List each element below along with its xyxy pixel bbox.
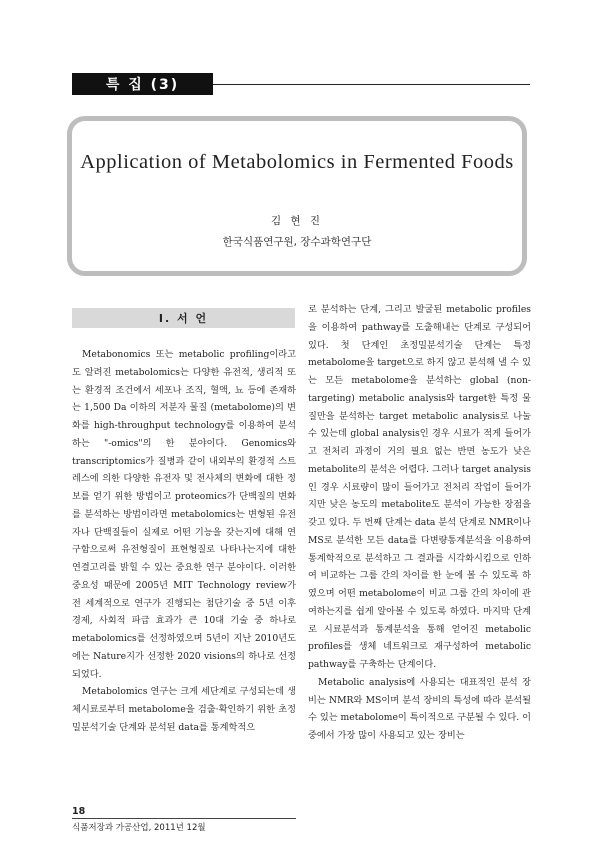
feature-banner: 특 집 (3)	[72, 73, 213, 95]
paragraph: Metabonomics 또는 metabolic profiling이라고도 알려진 metabolomics는 다양한 유전적, 생리적 또는 환경적 조건에서 세포나 조직, 혈액, 뇨 등에 존재하는 1,500 Da 이하의 저분자 물질 (metabolome)의 변화를 high-throughput technology를 이용하여 분석하는 "-omics"의 한 분야이다. Genomics와 transcriptomics가 질병과 같이 내외부의 환경적 스트레스에 의한 다양한 유전자 및 전사체의 변화에 대한 정보를 얻기 위한 방법이고 proteomics가 단백질의 변화를 분석하는 방법이라면 metabolomics는 변형된 유전자나 단백질들이 실제로 어떤 기능을 갖는지에 대해 연구함으로써 유전형질이 표현형질로 나타나는지에 대한 연결고리를 밝힐 수 있는 중요한 연구 분야이다. 이러한 중요성 때문에 2005년 MIT Technology review가 전 세계적으로 연구가 진행되는 첨단기술 중 5년 이후 경제, 사회적 파급 효과가 큰 10대 기술 중 하나로 metabolomics를 선정하였으며 5년이 지난 2010년도에는 Nature지가 선정한 2020 visions의 하나로 선정되었다.	[72, 349, 299, 680]
paragraph: Metabolomics 연구는 크게 세단계로 구성되는데 생체시료로부터 metabolome을 검출·확인하기 위한 초정밀분석기술 단계와 분석된 data를 통계학적으	[72, 686, 296, 733]
section-heading: Ⅰ. 서 언	[72, 308, 295, 328]
left-column	[72, 346, 299, 737]
journal-footer: 식품저장과 가공산업, 2011년 12월	[72, 823, 206, 833]
author-name: 김 현 진	[270, 215, 324, 227]
article-title: Application of Metabolomics in Fermented Foods	[80, 151, 514, 173]
paragraph: 로 분석하는 단계, 그리고 발굴된 metabolic profiles을 이용하여 pathway를 도출해내는 단계로 구성되어 있다. 첫 단계인 초정밀분석기술 단계는 특정 metabolome을 target으로 하지 않고 분석해 낼 수 있는 모든 metabolome을 분석하는 global (non-targeting) metabolic analysis와 target한 특정 물질만을 분석하는 target metabolic analysis로 나눌 수 있는데 global analysis인 경우 시료가 적게 들어가고 전처리 과정이 거의 필요 없는 반면 농도가 낮은 metabolite의 분석은 어렵다. 그러나 target analysis인 경우 시료량이 많이 들어가고 전처리 작업이 들어가지만 낮은 농도의 metabolite도 분석이 가능한 장점을 갖고 있다. 두 번째 단계는 data 분석 단계로 NMR이나 MS로 분석한 모든 data를 다변량통계분석을 이용하여 통계학적으로 분석하고 그 결과를 시각화시킴으로 인하여 비교하는 그룹 간의 차이를 한 눈에 볼 수 있도록 하였으며 어떤 metabolome이 비교 그룹 간의 차이에 관여하는지를 쉽게 알아볼 수 있도록 하였다. 마지막 단계로 시료분석과 통계분석을 통해 얻어진 metabolic profiles를 생체 네트워크로 재구성하여 metabolic pathway를 구축하는 단계이다.	[308, 304, 534, 670]
author-affiliation: 한국식품연구원, 장수과학연구단	[222, 236, 372, 248]
banner-rule	[213, 84, 530, 85]
title-box	[67, 116, 527, 276]
footer-rule	[72, 818, 296, 819]
right-column	[308, 301, 534, 745]
paragraph: Metabolic analysis에 사용되는 대표적인 분석 장비는 NMR와 MS이며 분석 장비의 특성에 따라 분석될 수 있는 metabolome이 특이적으로 구분될 수 있다. 이 중에서 가장 많이 사용되고 있는 장비는	[308, 676, 534, 741]
page-number: 18	[72, 806, 86, 817]
